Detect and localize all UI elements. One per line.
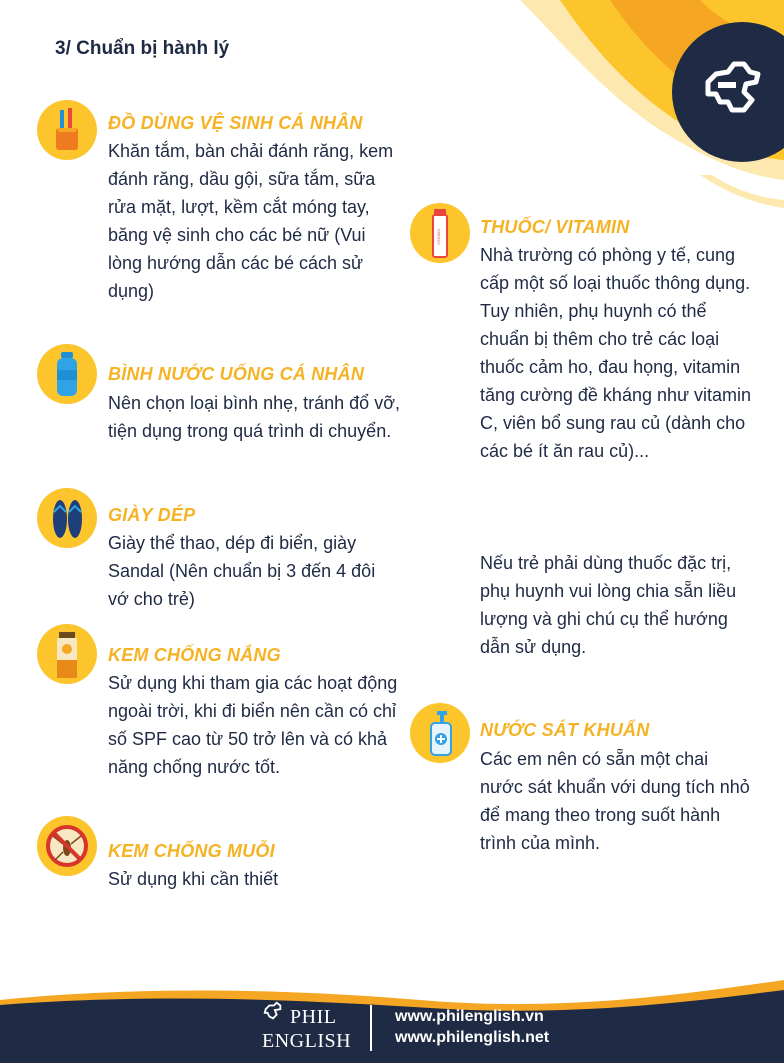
mosquito-heading: KEM CHỐNG MUỖI (108, 841, 275, 861)
vitamin-text: Nhà trường có phòng y tế, cung cấp một số loại thuốc thông dụng. Tuy nhiên, phụ huynh có thể chuẩn bị thêm cho trẻ các loại thuốc cảm ho, đau họng, vitamin tăng cường đề kháng như vitamin C, viên bổ sung rau củ (dành cho các bé ít ăn rau củ)... (480, 245, 752, 461)
footer-logo-line1: PHIL (290, 1006, 337, 1028)
flip-flops-icon (37, 488, 97, 548)
sunscreen-icon-badge (37, 624, 97, 684)
footer-logo-line2: ENGLISH (262, 1030, 352, 1052)
footer-divider (370, 1005, 372, 1051)
sanitizer-bottle-icon (410, 703, 470, 763)
vitamin-heading: THUỐC/ VITAMIN (480, 217, 630, 237)
no-mosquito-icon (37, 816, 97, 876)
footer-link-vn[interactable]: www.philenglish.vn (395, 1008, 544, 1025)
mosquito-icon-badge (37, 816, 97, 876)
water-bottle-heading: BÌNH NƯỚC UỐNG CÁ NHÂN (108, 364, 365, 384)
vitamin-label: VITAMIN (436, 229, 441, 245)
toiletries-text: Khăn tắm, bàn chải đánh răng, kem đánh răng, dầu gội, sữa tắm, sữa rửa mặt, lượt, kềm cắt móng tay, băng vệ sinh cho các bé nữ (Vui lòng hướng dẫn các bé cách sử dụng) (108, 141, 394, 301)
sanitizer-icon-badge (410, 703, 470, 763)
shoes-heading: GIÀY DÉP (108, 505, 196, 525)
sunscreen-heading: KEM CHỐNG NẮNG (108, 645, 281, 665)
toothbrush-cup-icon (37, 100, 97, 160)
mascot-logo-icon (698, 52, 768, 122)
toiletries-heading: ĐỒ DÙNG VỆ SINH CÁ NHÂN (108, 113, 363, 133)
shoes-icon-badge (37, 488, 97, 548)
sanitizer-text: Các em nên có sẵn một chai nước sát khuẩn với dung tích nhỏ để mang theo trong suốt hành trình của mình. (480, 749, 750, 853)
shoes-text: Giày thể thao, dép đi biển, giày Sandal (Nên chuẩn bị 3 đến 4 đôi vớ cho trẻ) (108, 533, 376, 609)
water-bottle-icon (37, 344, 97, 404)
vitamin-text-note: Nếu trẻ phải dùng thuốc đặc trị, phụ huynh vui lòng chia sẵn liều lượng và ghi chú cụ thể hướng dẫn sử dụng. (480, 553, 737, 657)
water-bottle-text: Nên chọn loại bình nhẹ, tránh đổ vỡ, tiện dụng trong quá trình di chuyển. (108, 393, 400, 441)
footer-link-net[interactable]: www.philenglish.net (395, 1029, 550, 1046)
toiletries-icon-badge (37, 100, 97, 160)
sunscreen-text: Sử dụng khi tham gia các hoạt động ngoài trời, khi đi biển nên cần có chỉ số SPF cao từ 50 trở lên và có khả năng chống nước tốt. (108, 673, 398, 777)
water-bottle-icon-badge (37, 344, 97, 404)
footer-logo-icon (262, 1000, 284, 1022)
vitamin-tube-icon (410, 203, 470, 263)
mosquito-text: Sử dụng khi cần thiết (108, 869, 279, 889)
vitamin-icon-badge (410, 203, 470, 263)
section-title: 3/ Chuẩn bị hành lý (55, 38, 230, 59)
sunscreen-icon (37, 624, 97, 684)
sanitizer-heading: NƯỚC SÁT KHUẨN (480, 720, 650, 740)
